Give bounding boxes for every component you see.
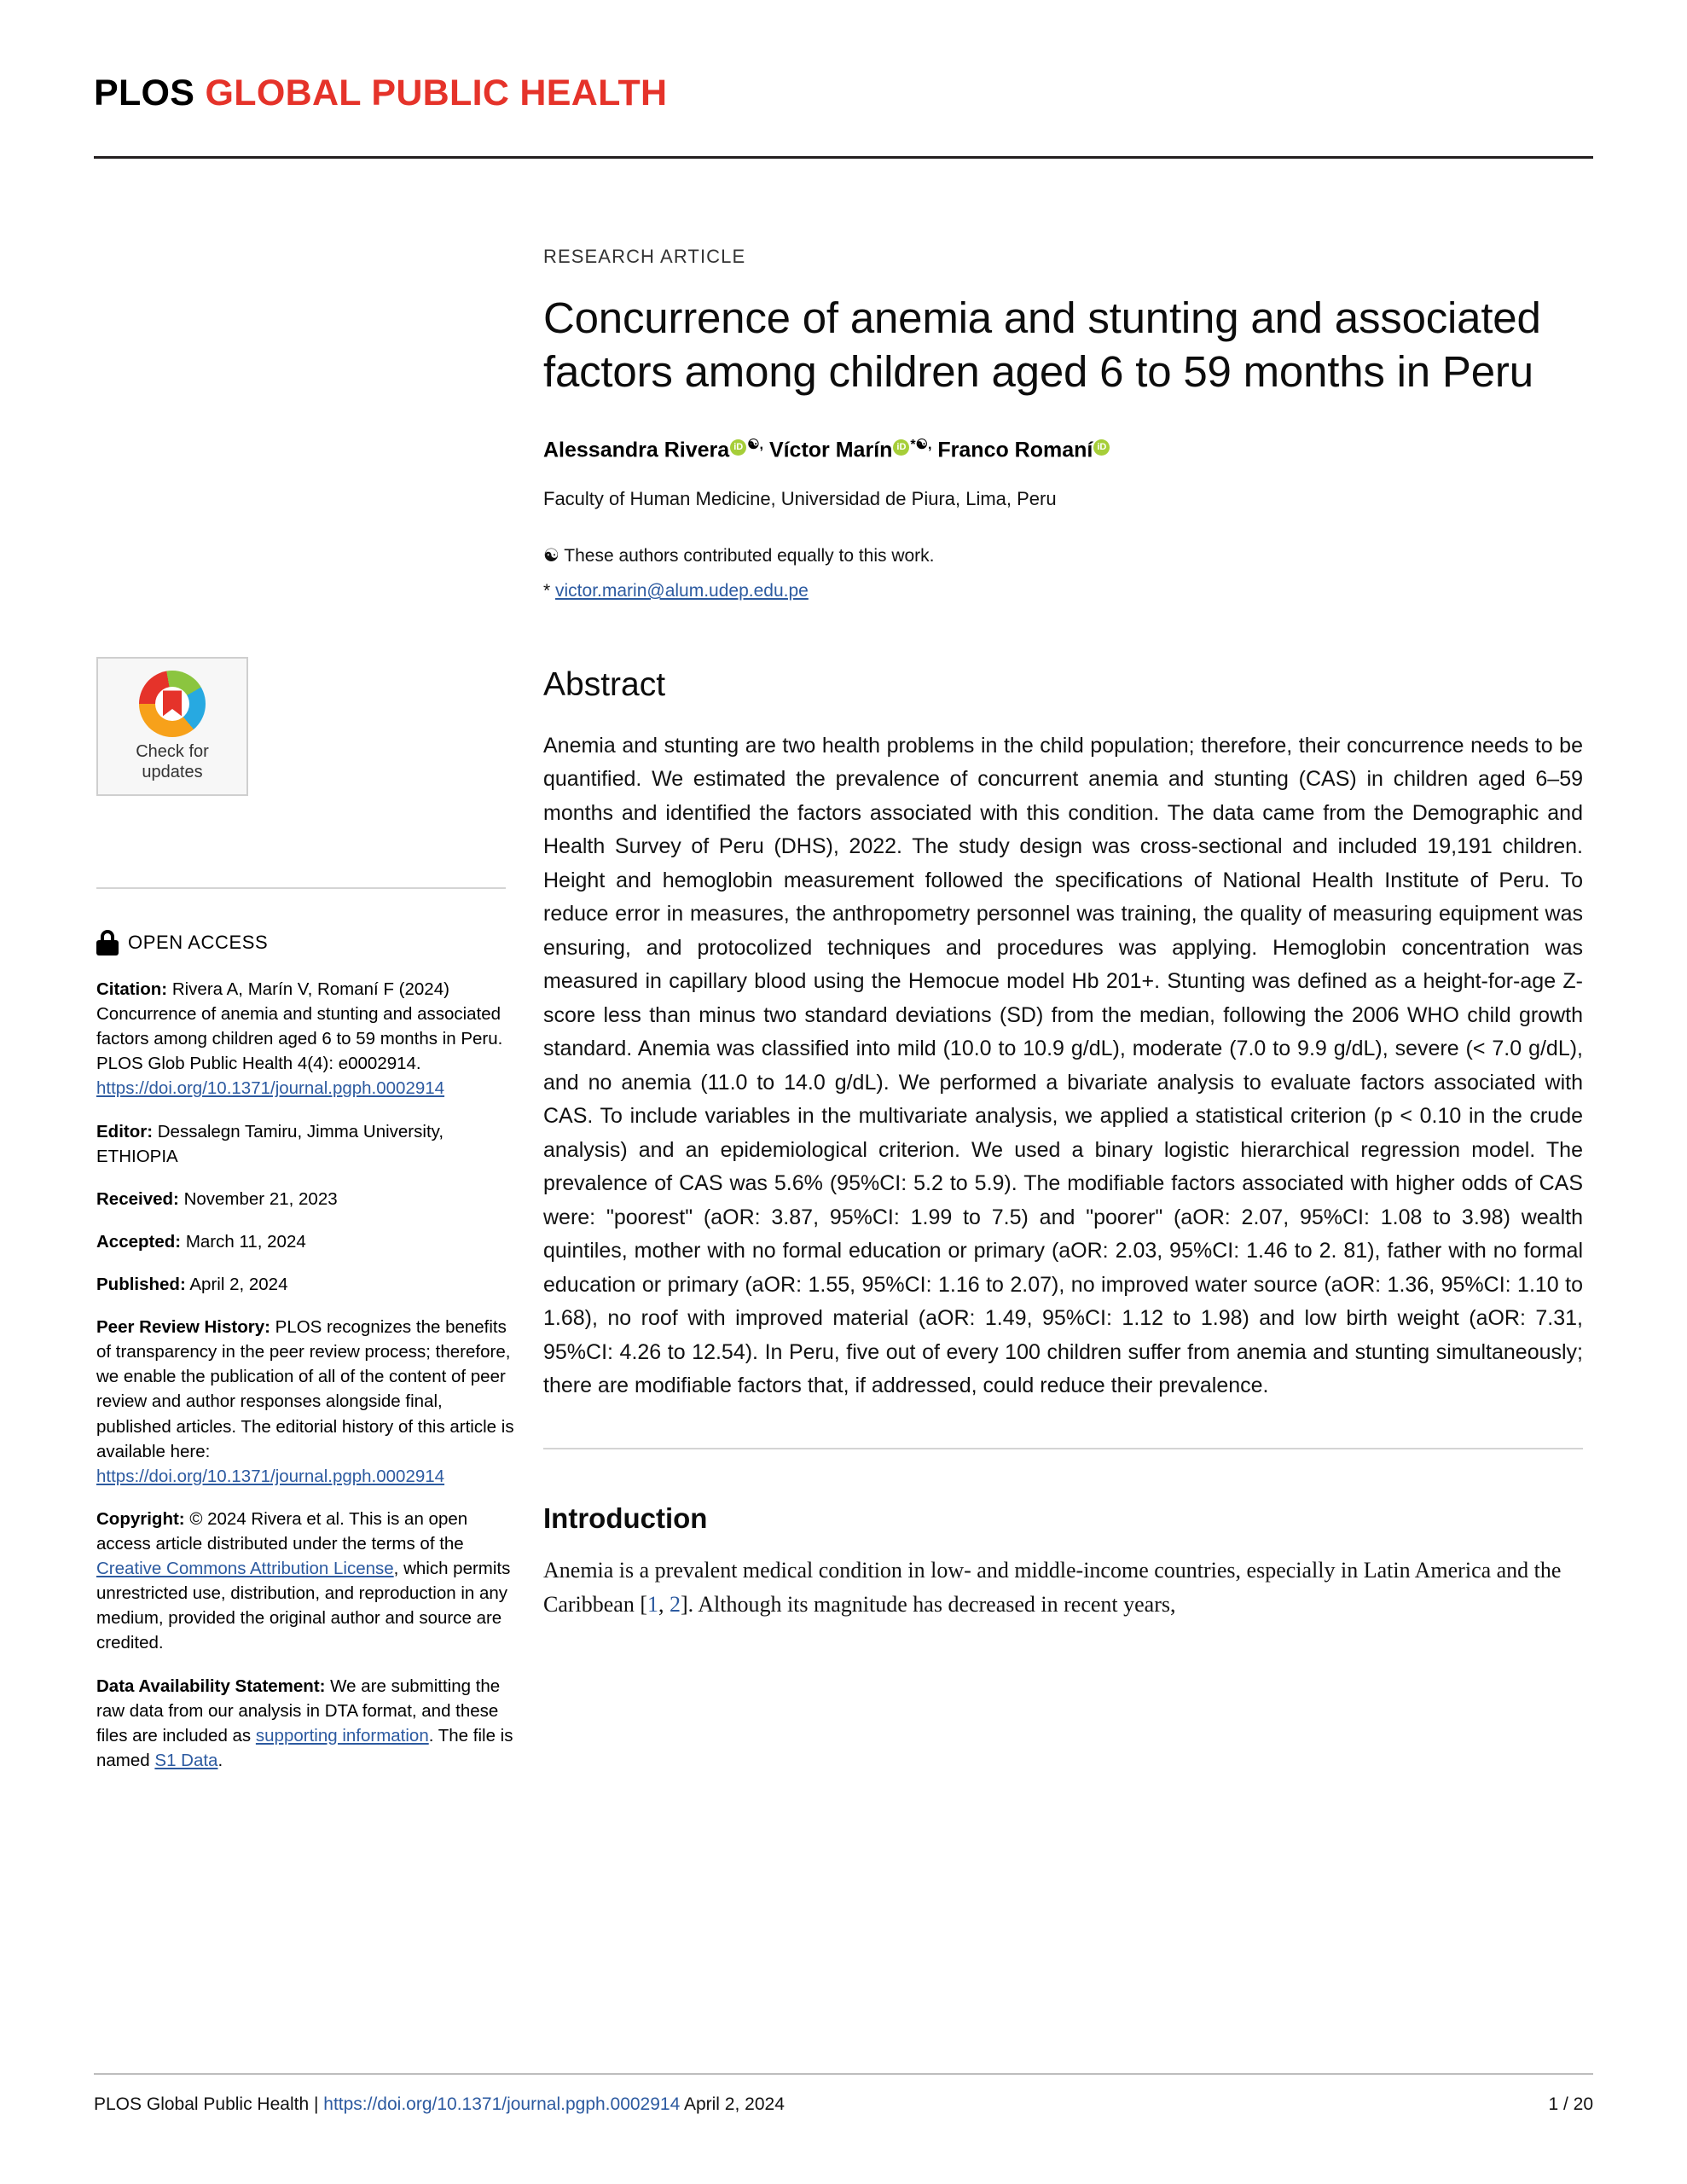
sidebar-divider: [96, 887, 506, 889]
check-for-updates-line1: Check for: [136, 742, 209, 761]
accepted-block: [96, 1229, 514, 1254]
author-list: [543, 436, 1583, 465]
journal-logo-name: GLOBAL PUBLIC HEALTH: [205, 73, 668, 113]
equal-contribution-note: ☯ These authors contributed equally to this work.: [543, 545, 935, 566]
citation-block: [96, 977, 514, 1101]
received-block: [96, 1187, 514, 1211]
page-title: Concurrence of anemia and stunting and associated factors among children aged 6 to 59 months in Peru: [543, 293, 1541, 396]
article-metadata: [96, 977, 514, 1791]
accepted-date: March 11, 2024: [185, 1231, 306, 1252]
published-date: April 2, 2024: [189, 1274, 288, 1294]
editor-text: Dessalegn Tamiru, Jimma University, ETHIOPIA: [96, 1121, 444, 1166]
introduction-text-1: Anemia is a prevalent medical condition in low- and middle-income countries, especially in Latin America and the Caribbean [: [543, 1557, 1562, 1617]
reference-link-1[interactable]: 1: [647, 1591, 659, 1617]
s1-data-link[interactable]: S1 Data: [154, 1750, 218, 1770]
copyright-text-1: © 2024 Rivera et al. This is an open access article distributed under the terms of the: [96, 1508, 468, 1554]
peer-review-label: Peer Review History:: [96, 1317, 270, 1338]
footer-date: April 2, 2024: [680, 2094, 785, 2114]
abstract-text: Anemia and stunting are two health problems in the child population; therefore, their concurrence needs to be quantified. We estimated the prevalence of concurrent anemia and stunting (CAS) in children aged 6–59 months and identified the factors associated with this condition. The data came from the Demographic and Health Survey of Peru (DHS), 2022. The study design was cross-sectional and included 19,191 children. Height and hemoglobin measurement followed the specifications of National Health Institute of Peru. To reduce error in measures, the anthropometry personnel was training, the quality of measuring equipment was ensuring, and protocolized techniques and procedures was applying. Hemoglobin concentration was measured in capillary blood using the Hemocue model Hb 201+. Stunting was defined as a height-for-age Z-score less than minus two standard deviations (SD) from the median, following the 2006 WHO child growth standard. Anemia was classified into mild (10.0 to 10.9 g/dL), moderate (7.0 to 9.9 g/dL), severe (< 7.0 g/dL), and no anemia (11.0 to 14.0 g/dL). We performed a bivariate analysis to evaluate factors associated with CAS. To include variables in the multivariate analysis, we applied a statistical criterion (p < 0.10 in the crude analysis) and an epidemiological criterion. We used a binary logistic hierarchical regression model. The prevalence of CAS was 5.6% (95%CI: 5.2 to 5.9). The modifiable factors associated with higher odds of CAS were: "poorest" (aOR: 3.87, 95%CI: 1.99 to 7.5) and "poorer" (aOR: 2.07, 95%CI: 1.08 to 3.98) wealth quintiles, mother with no formal education or primary (aOR: 2.03, 95%CI: 1.46 to 2. 81), father with no formal education or primary (aOR: 1.55, 95%CI: 1.16 to 2.07), no improved water source (aOR: 1.36, 95%CI: 1.10 to 1.68), no roof with improved material (aOR: 1.49, 95%CI: 1.12 to 1.98) and low birth weight (aOR: 7.31, 95%CI: 4.26 to 12.54). In Peru, five out of every 100 children suffer from anemia and stunting simultaneously; there are modifiable factors that, if addressed, could reduce their prevalence.: [543, 733, 1583, 1398]
corresponding-prefix: *: [543, 581, 556, 601]
peer-review-link[interactable]: https://doi.org/10.1371/journal.pgph.0002914: [96, 1466, 445, 1486]
author-1-marks: ☯,: [747, 438, 763, 453]
masthead-divider: [94, 156, 1593, 159]
author-name-2: Víctor Marín: [768, 438, 893, 462]
abstract-heading: Abstract: [543, 665, 666, 703]
editor-label: Editor:: [96, 1121, 154, 1141]
corresponding-author-note: [543, 578, 1583, 605]
copyright-block: [96, 1507, 514, 1656]
published-block: [96, 1272, 514, 1297]
received-date: November 21, 2023: [183, 1188, 338, 1209]
data-availability-text-2: . The file is named: [96, 1725, 513, 1770]
introduction-heading: Introduction: [543, 1502, 708, 1534]
masthead: [94, 75, 1593, 143]
footer-citation: [94, 2094, 785, 2115]
check-for-updates-badge[interactable]: [96, 657, 248, 796]
citation-text: Rivera A, Marín V, Romaní F (2024) Concurrence of anemia and stunting and associated factors among children aged 6 to 59 months in Peru. PLOS Glob Public Health 4(4): e0002914.: [96, 979, 503, 1074]
data-availability-label: Data Availability Statement:: [96, 1676, 326, 1696]
check-for-updates-line2: updates: [142, 762, 203, 781]
reference-separator: ,: [658, 1591, 670, 1617]
journal-logo: [94, 75, 1593, 112]
orcid-icon[interactable]: [730, 439, 746, 456]
copyright-text-2: , which permits unrestricted use, distribution, and reproduction in any medium, provided the original author and source are credited.: [96, 1559, 511, 1653]
introduction-text: [543, 1554, 1583, 1623]
received-label: Received:: [96, 1188, 179, 1209]
abstract-divider: [543, 1448, 1583, 1449]
footer-journal-name: PLOS Global Public Health |: [94, 2094, 324, 2114]
article-type-kicker: RESEARCH ARTICLE: [543, 246, 746, 267]
crossmark-icon: [139, 671, 206, 737]
page-footer: [94, 2094, 1593, 2115]
editor-block: [96, 1119, 514, 1169]
supporting-information-link[interactable]: supporting information: [255, 1725, 429, 1745]
lock-icon: [96, 930, 119, 956]
open-access-banner: [96, 930, 268, 956]
data-availability-text-3: .: [217, 1750, 223, 1770]
reference-link-2[interactable]: 2: [670, 1591, 681, 1617]
introduction-text-2: ]. Although its magnitude has decreased in recent years,: [681, 1591, 1176, 1617]
affiliation: Faculty of Human Medicine, Universidad de Piura, Lima, Peru: [543, 487, 1057, 509]
author-2-marks: *☯,: [910, 438, 932, 453]
footer-divider: [94, 2073, 1593, 2075]
author-name-1: Alessandra Rivera: [543, 438, 730, 462]
peer-review-text: PLOS recognizes the benefits of transparency in the peer review process; therefore, we enable the publication of all of the content of peer review and author responses alongside final, published articles. The editorial history of this article is available here:: [96, 1317, 514, 1461]
orcid-icon[interactable]: [893, 439, 909, 456]
journal-logo-plos: PLOS: [94, 73, 195, 113]
bookmark-icon: [163, 690, 182, 716]
orcid-icon[interactable]: [1093, 439, 1110, 456]
published-label: Published:: [96, 1274, 186, 1294]
data-availability-block: [96, 1674, 514, 1773]
footer-doi-link[interactable]: https://doi.org/10.1371/journal.pgph.0002914: [323, 2094, 681, 2114]
citation-doi-link[interactable]: https://doi.org/10.1371/journal.pgph.0002914: [96, 1078, 445, 1099]
data-availability-text-1: We are submitting the raw data from our analysis in DTA format, and these files are included as: [96, 1676, 501, 1745]
citation-label: Citation:: [96, 979, 168, 999]
peer-review-block: [96, 1315, 514, 1489]
article-main-column: [543, 246, 1583, 1622]
creative-commons-link[interactable]: Creative Commons Attribution License: [96, 1559, 394, 1579]
page-number: 1 / 20: [1548, 2094, 1593, 2114]
accepted-label: Accepted:: [96, 1231, 182, 1252]
author-name-3: Franco Romaní: [937, 438, 1093, 462]
copyright-label: Copyright:: [96, 1508, 185, 1529]
open-access-label: OPEN ACCESS: [128, 932, 269, 953]
corresponding-email-link[interactable]: victor.marin@alum.udep.edu.pe: [555, 581, 809, 601]
